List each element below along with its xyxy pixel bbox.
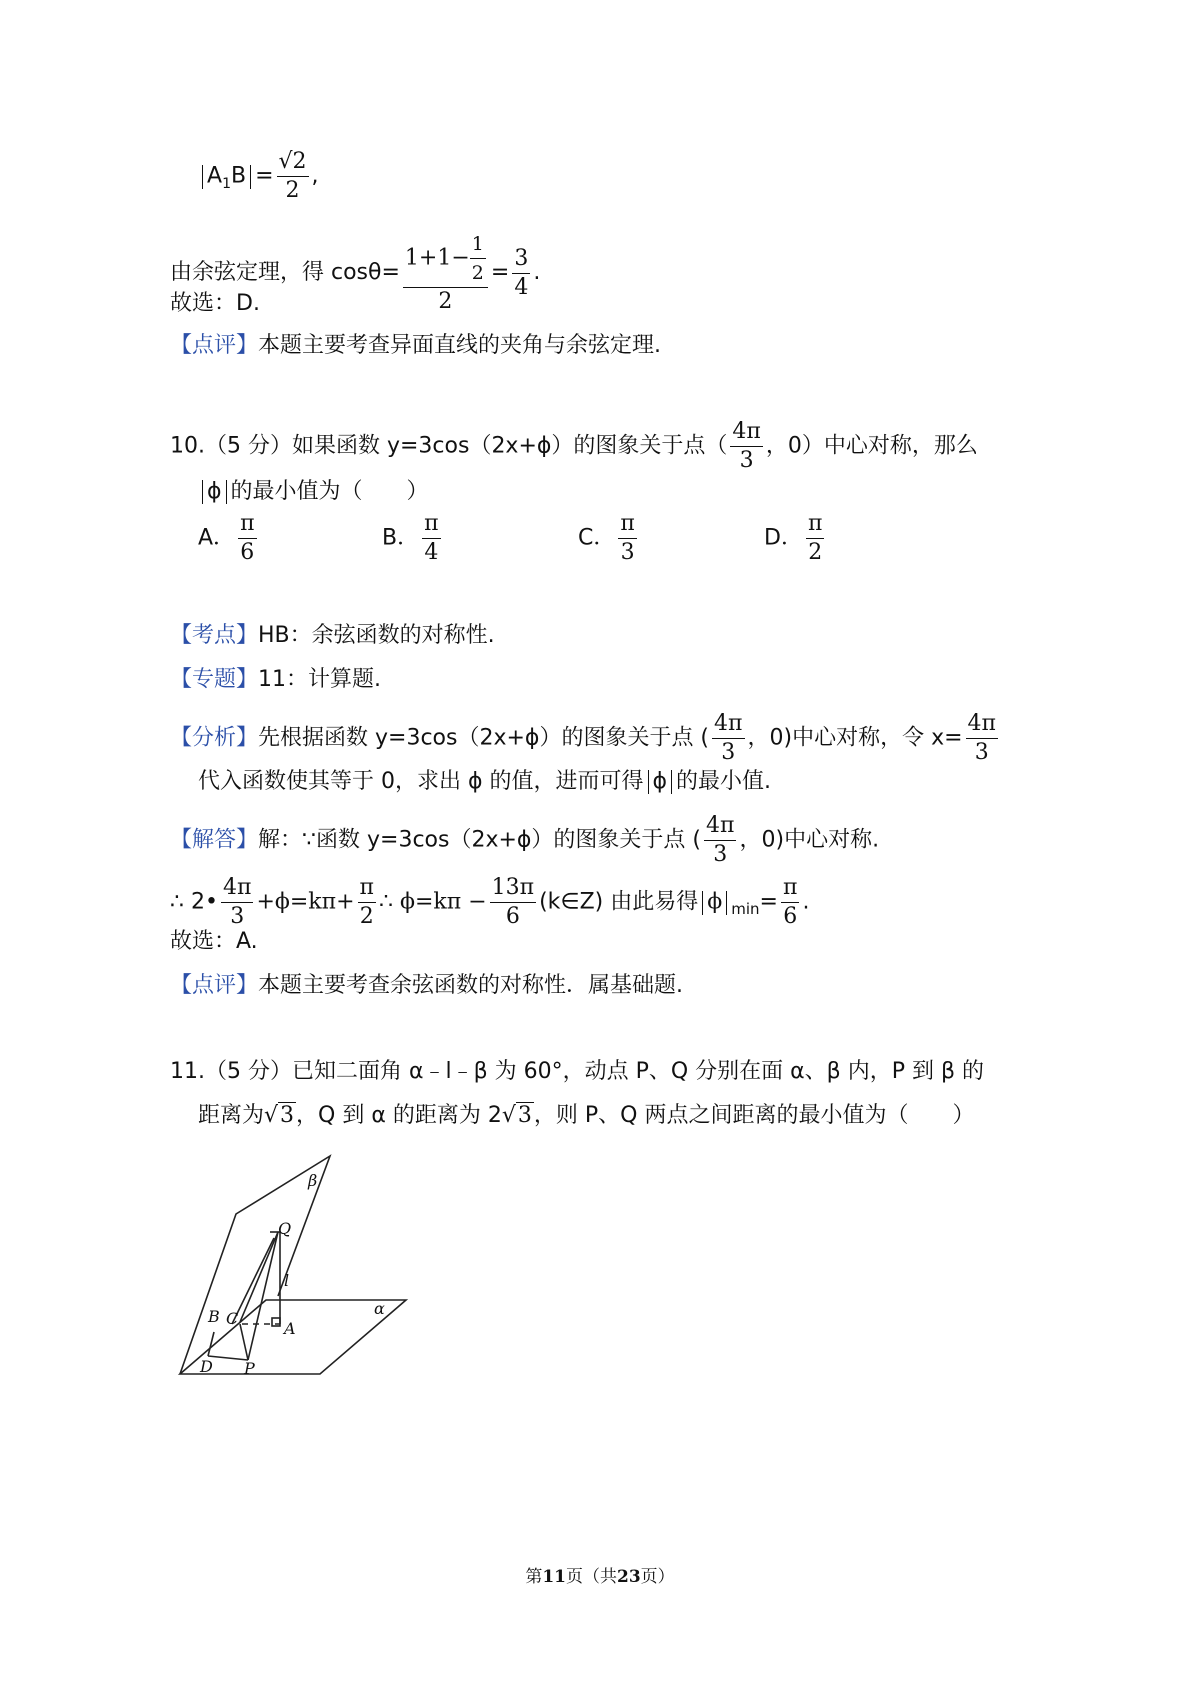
q10-derivation: ∴ 2• $\frac{4\pi}{3}$ +ϕ=kπ+ $\frac{\pi}{2}$ ∴ ϕ=kπ − $\frac{13\pi}{6}$ (k∈Z) 由此易得 ϕ $_{min}$= $\frac{\pi}{6}$ .	[170, 875, 810, 929]
label-B: B	[208, 1307, 220, 1326]
q10-fenxi-line2: 代入函数使其等于 0，求出 ϕ 的值，进而可得 ϕ 的最小值.	[198, 769, 772, 794]
dihedral-angle-figure	[170, 1148, 420, 1398]
label-l: l	[284, 1271, 290, 1290]
q10-jieda-line1: 【解答】解：∵函数 y=3cos（2x+ϕ）的图象关于点 ( $\frac{4\pi}{3}$ ，0)中心对称.	[170, 813, 880, 867]
q10-kaodian: 【考点】HB：余弦函数的对称性.	[170, 623, 495, 648]
label-C: C	[226, 1309, 239, 1328]
q11-stem-line1: 11.（5 分）已知二面角 α﹣l﹣β 为 60°，动点 P、Q 分别在面 α、β 内，P 到 β 的	[170, 1059, 984, 1084]
label-alpha: α	[374, 1299, 385, 1318]
label-beta: β	[308, 1171, 318, 1190]
label-D: D	[200, 1357, 213, 1376]
page-number: 11	[542, 1567, 566, 1587]
prev-choice: 故选：D.	[170, 291, 260, 316]
q10-fenxi-line1: 【分析】先根据函数 y=3cos（2x+ϕ）的图象关于点 ( $\frac{4\pi}{3}$ ，0)中心对称，令 x= $\frac{4\pi}{3}$	[170, 711, 996, 765]
prev-review: 【点评】本题主要考查异面直线的夹角与余弦定理.	[170, 333, 662, 358]
q10-review: 【点评】本题主要考查余弦函数的对称性．属基础题.	[170, 973, 684, 998]
q10-stem-line1: 10.（5 分）如果函数 y=3cos（2x+ϕ）的图象关于点（ $\frac{4\pi}{3}$ ，0）中心对称，那么	[170, 419, 978, 473]
q10-option-b[interactable]: B． $\frac{\pi}{4}$	[382, 511, 439, 565]
review-tag: 【点评】	[170, 333, 259, 358]
q10-option-a[interactable]: A． $\frac{\pi}{6}$	[198, 511, 255, 565]
cosine-law-line: 由余弦定理，得 cosθ= 1+1− $\frac{1}{2}$ 2 = $\frac{3}{4}$ .	[170, 233, 541, 314]
label-Q: Q	[278, 1219, 292, 1238]
label-A: A	[284, 1319, 296, 1338]
q10-option-d[interactable]: D． $\frac{\pi}{2}$	[764, 511, 823, 565]
page-footer: 第11页（共23页）	[525, 1567, 675, 1587]
q10-option-c[interactable]: C． $\frac{\pi}{3}$	[578, 511, 635, 565]
page-total: 23	[617, 1567, 641, 1587]
q10-zhuanti: 【专题】11：计算题.	[170, 667, 382, 692]
q10-stem-line2: ϕ 的最小值为（ ）	[198, 478, 429, 506]
label-P: P	[244, 1359, 255, 1378]
q10-choice: 故选：A.	[170, 929, 258, 954]
a1b-length-line: $A_1B$ = $\frac{√2}{2}$ ,	[198, 150, 319, 203]
q11-stem-line2: 距离为√3，Q 到 α 的距离为 2√3，则 P、Q 两点之间距离的最小值为（ ）	[198, 1103, 975, 1128]
